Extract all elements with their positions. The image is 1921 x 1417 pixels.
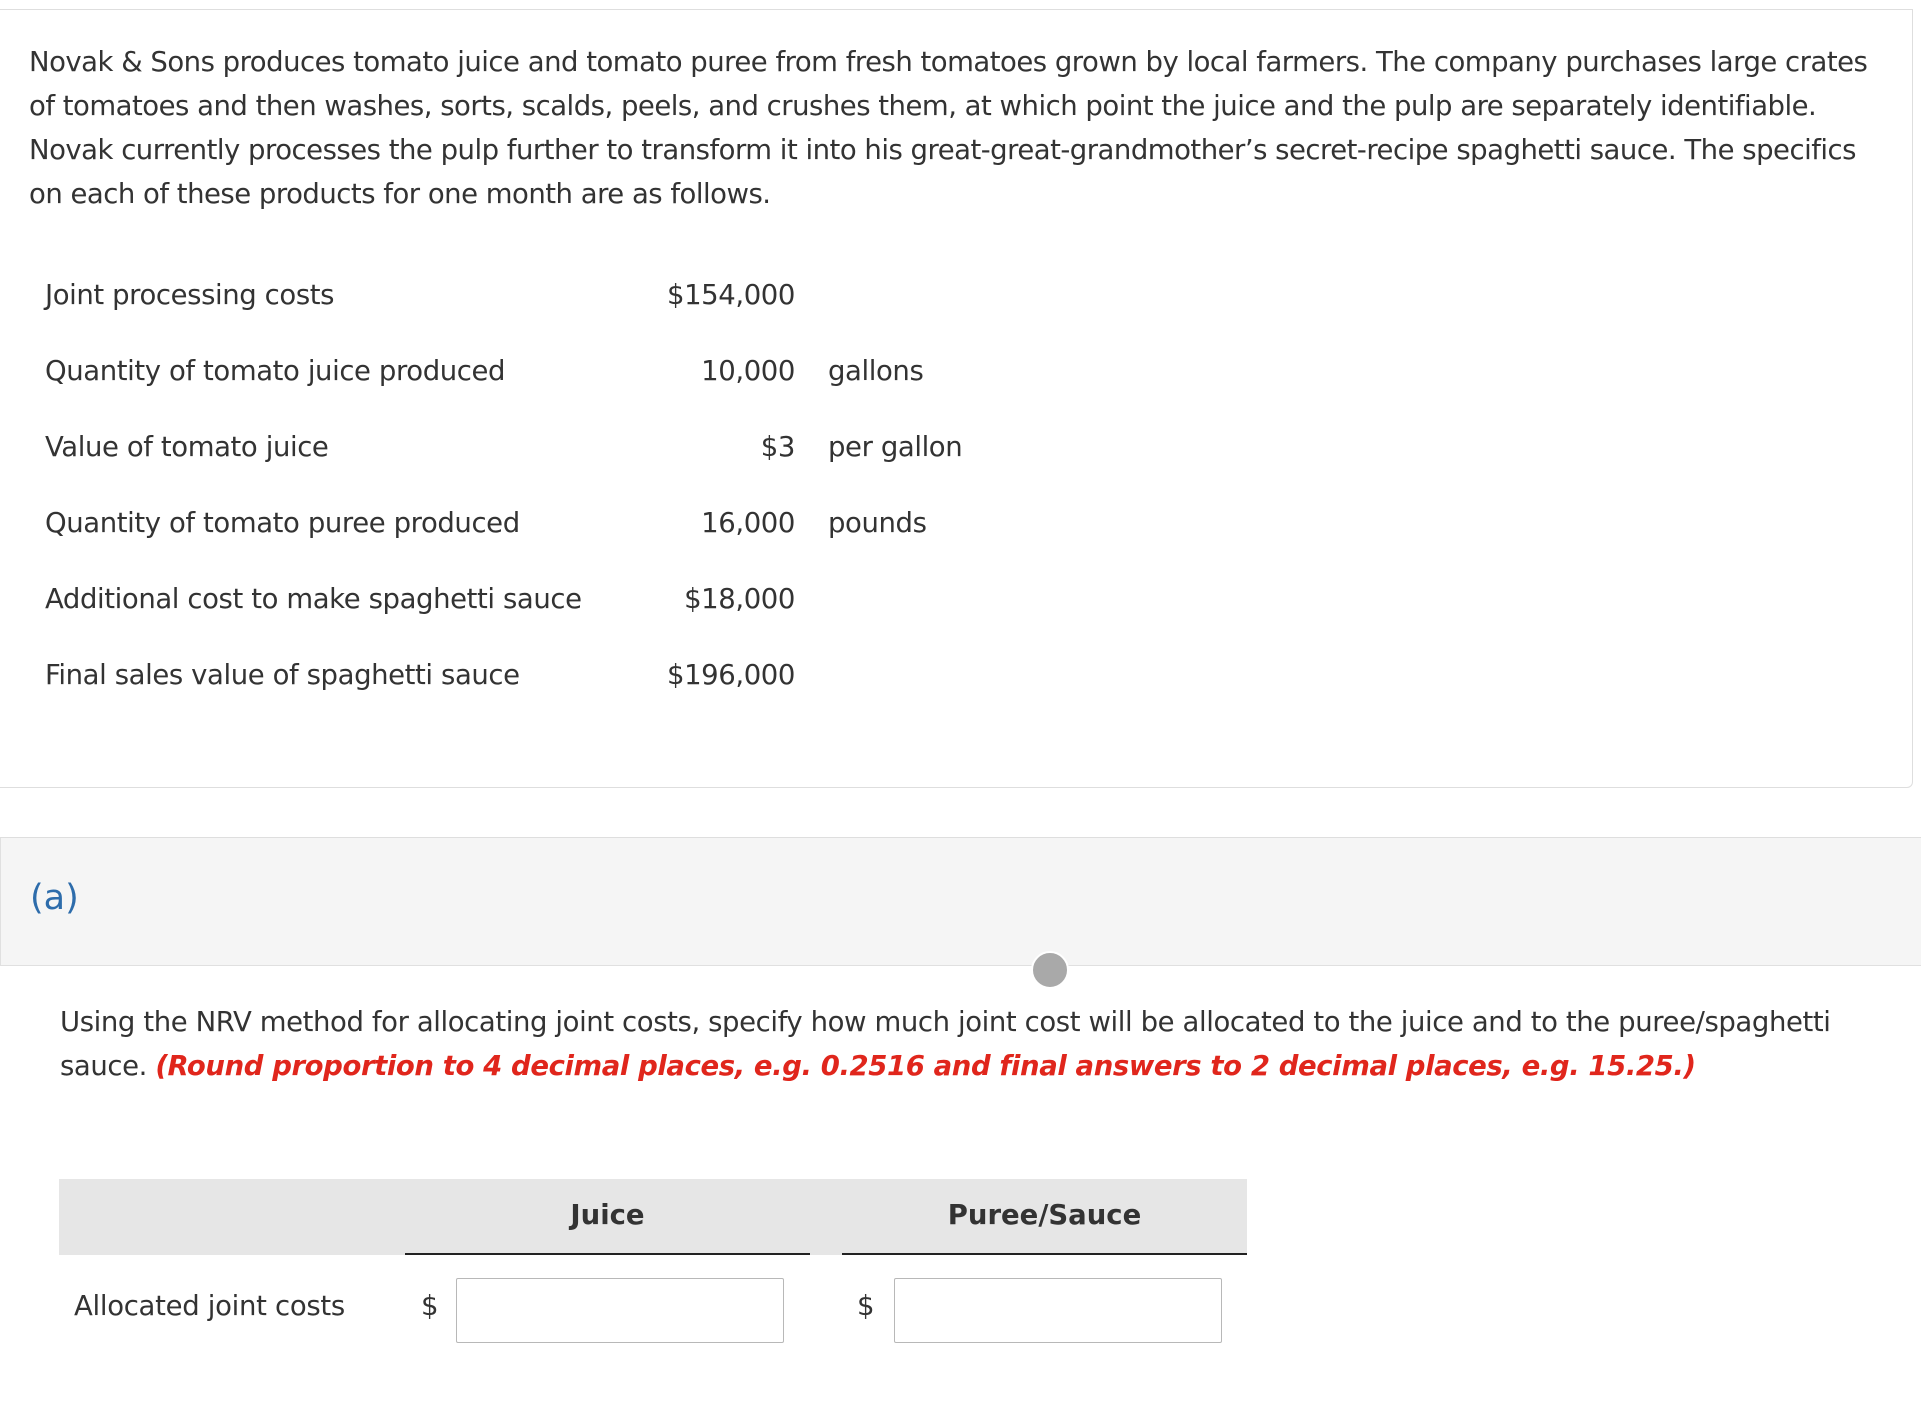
juice-allocated-cost-input[interactable]: [456, 1278, 784, 1343]
column-header-puree-sauce: Puree/Sauce: [947, 1199, 1142, 1231]
fact-unit: pounds: [828, 507, 927, 539]
fact-value: $18,000: [684, 583, 795, 615]
column-divider: [842, 1253, 1247, 1255]
fact-value: 10,000: [701, 355, 795, 387]
answer-table-header: [59, 1179, 1247, 1255]
puree-sauce-allocated-cost-input[interactable]: [894, 1278, 1222, 1343]
fact-label: Final sales value of spaghetti sauce: [45, 659, 520, 691]
fact-value: $3: [760, 431, 795, 463]
fact-label: Quantity of tomato puree produced: [45, 507, 520, 539]
part-a-card: [0, 837, 1921, 1417]
part-label: (a): [30, 878, 79, 918]
question-prompt: Using the NRV method for allocating joint costs, specify how much joint cost will be allocated to the juice and to the puree/spaghetti sauce.: [60, 1006, 1831, 1082]
fact-label: Joint processing costs: [45, 279, 335, 311]
currency-symbol: $: [421, 1290, 439, 1322]
problem-statement-card: [0, 9, 1913, 788]
part-a-header: [0, 838, 1921, 966]
column-header-juice: Juice: [570, 1199, 645, 1231]
fact-unit: per gallon: [828, 431, 963, 463]
fact-label: Value of tomato juice: [45, 431, 329, 463]
currency-symbol: $: [857, 1290, 875, 1322]
status-indicator-icon: [1031, 951, 1069, 989]
question-text: [60, 1000, 1860, 1088]
fact-value: $196,000: [666, 659, 795, 691]
fact-label: Additional cost to make spaghetti sauce: [45, 583, 582, 615]
fact-value: $154,000: [666, 279, 795, 311]
fact-label: Quantity of tomato juice produced: [45, 355, 506, 387]
fact-value: 16,000: [701, 507, 795, 539]
fact-unit: gallons: [828, 355, 924, 387]
row-label-allocated-joint-costs: Allocated joint costs: [74, 1290, 345, 1322]
rounding-instruction: (Round proportion to 4 decimal places, e.g. 0.2516 and final answers to 2 decimal places, e.g. 15.25.): [155, 1050, 1696, 1082]
column-divider: [405, 1253, 810, 1255]
problem-intro-text: Novak & Sons produces tomato juice and tomato puree from fresh tomatoes grown by local farmers. The company purchases large crates of tomatoes and then washes, sorts, scalds, peels, and crushes them, at which point the juice and the pulp are separately identifiable. Novak currently processes the pulp further to transform it into his great-great-grandmother’s secret-recipe spaghetti sauce. The specifics on each of these products for one month are as follows.: [29, 46, 1868, 210]
